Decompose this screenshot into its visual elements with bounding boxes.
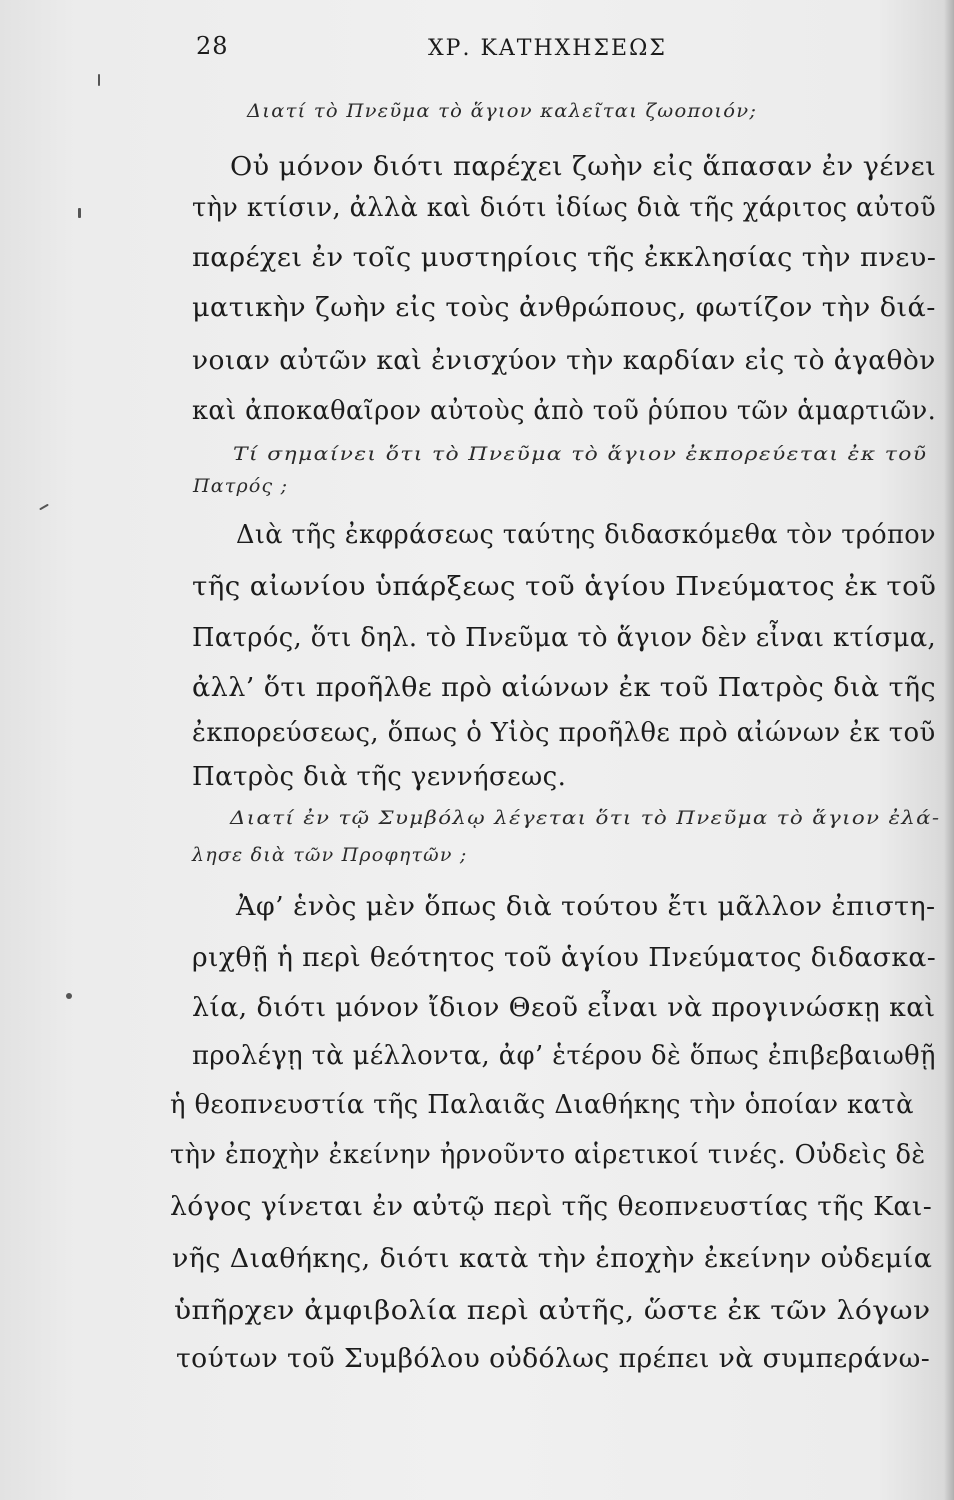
running-title: ΧΡ. ΚΑΤΗΧΗΣΕΩΣ	[428, 36, 667, 61]
answer-line: ριχθῇ ἡ περὶ θεότητος τοῦ ἁγίου Πνεύματος διδασκα-	[192, 943, 937, 973]
answer-line: τὴν ἐποχὴν ἐκείνην ἠρνοῦντο αἱρετικοί τινές. Οὐδεὶς δὲ	[170, 1140, 926, 1170]
question-line: λησε διὰ τῶν Προφητῶν ;	[192, 844, 468, 866]
answer-line: ματικὴν ζωὴν εἰς τοὺς ἀνθρώπους, φωτίζον τὴν διά-	[192, 293, 936, 323]
answer-line: ἡ θεοπνευστία τῆς Παλαιᾶς Διαθήκης τὴν ὁποίαν κατὰ	[170, 1090, 914, 1120]
answer-line: τούτων τοῦ Συμβόλου οὐδόλως πρέπει νὰ συμπεράνω-	[176, 1344, 931, 1374]
margin-speck	[66, 993, 72, 999]
answer-line: ὑπῆρχεν ἀμφιβολία περὶ αὐτῆς, ὥστε ἐκ τῶν λόγων	[174, 1296, 931, 1326]
page-edge-shadow	[944, 0, 954, 1500]
answer-line: Ἀφ’ ἑνὸς μὲν ὅπως διὰ τούτου ἔτι μᾶλλον ἐπιστη-	[236, 892, 936, 922]
answer-line: Πατρὸς διὰ τῆς γεννήσεως.	[192, 762, 567, 792]
answer-line: Οὐ μόνον διότι παρέχει ζωὴν εἰς ἅπασαν ἐν γένει	[230, 152, 937, 182]
margin-speck	[98, 74, 100, 86]
question-line: Διατί τὸ Πνεῦμα τὸ ἅγιον καλεῖται ζωοποιόν;	[247, 100, 758, 122]
answer-line: Πατρός, ὅτι δηλ. τὸ Πνεῦμα τὸ ἅγιον δὲν εἶναι κτίσμα,	[192, 623, 937, 653]
question-line: Πατρός ;	[193, 475, 289, 497]
answer-line: τὴν κτίσιν, ἀλλὰ καὶ διότι ἰδίως διὰ τῆς χάριτος αὐτοῦ	[192, 193, 937, 223]
margin-speck	[78, 208, 81, 218]
page-header	[0, 30, 954, 70]
answer-line: λία, διότι μόνον ἴδιον Θεοῦ εἶναι νὰ προγινώσκῃ καὶ	[192, 993, 936, 1023]
answer-line: Διὰ τῆς ἐκφράσεως ταύτης διδασκόμεθα τὸν τρόπον	[236, 520, 936, 550]
answer-line: ἐκπορεύσεως, ὅπως ὁ Υἱὸς προῆλθε πρὸ αἰώνων ἐκ τοῦ	[192, 718, 936, 748]
question-line: Διατί ἐν τῷ Συμβόλῳ λέγεται ὅτι τὸ Πνεῦμα τὸ ἅγιον ἐλά-	[230, 807, 941, 829]
margin-speck	[39, 504, 49, 511]
answer-line: νοιαν αὐτῶν καὶ ἐνισχύον τὴν καρδίαν εἰς τὸ ἀγαθὸν	[192, 346, 936, 376]
answer-line: τῆς αἰωνίου ὑπάρξεως τοῦ ἁγίου Πνεύματος ἐκ τοῦ	[192, 572, 937, 602]
answer-line: λόγος γίνεται ἐν αὐτῷ περὶ τῆς θεοπνευστίας τῆς Και-	[170, 1192, 933, 1222]
answer-line: νῆς Διαθήκης, διότι κατὰ τὴν ἐποχὴν ἐκείνην οὐδεμία	[172, 1244, 933, 1274]
question-line: Τί σημαίνει ὅτι τὸ Πνεῦμα τὸ ἅγιον ἐκπορεύεται ἐκ τοῦ	[233, 443, 928, 465]
answer-line: παρέχει ἐν τοῖς μυστηρίοις τῆς ἐκκλησίας τὴν πνευ-	[192, 243, 937, 273]
answer-line: ἀλλ’ ὅτι προῆλθε πρὸ αἰώνων ἐκ τοῦ Πατρὸς διὰ τῆς	[192, 673, 937, 703]
answer-line: προλέγῃ τὰ μέλλοντα, ἀφ’ ἑτέρου δὲ ὅπως ἐπιβεβαιωθῇ	[192, 1041, 936, 1071]
page-number: 28	[196, 32, 229, 60]
answer-line: καὶ ἀποκαθαῖρον αὐτοὺς ἀπὸ τοῦ ῥύπου τῶν ἁμαρτιῶν.	[192, 396, 937, 426]
